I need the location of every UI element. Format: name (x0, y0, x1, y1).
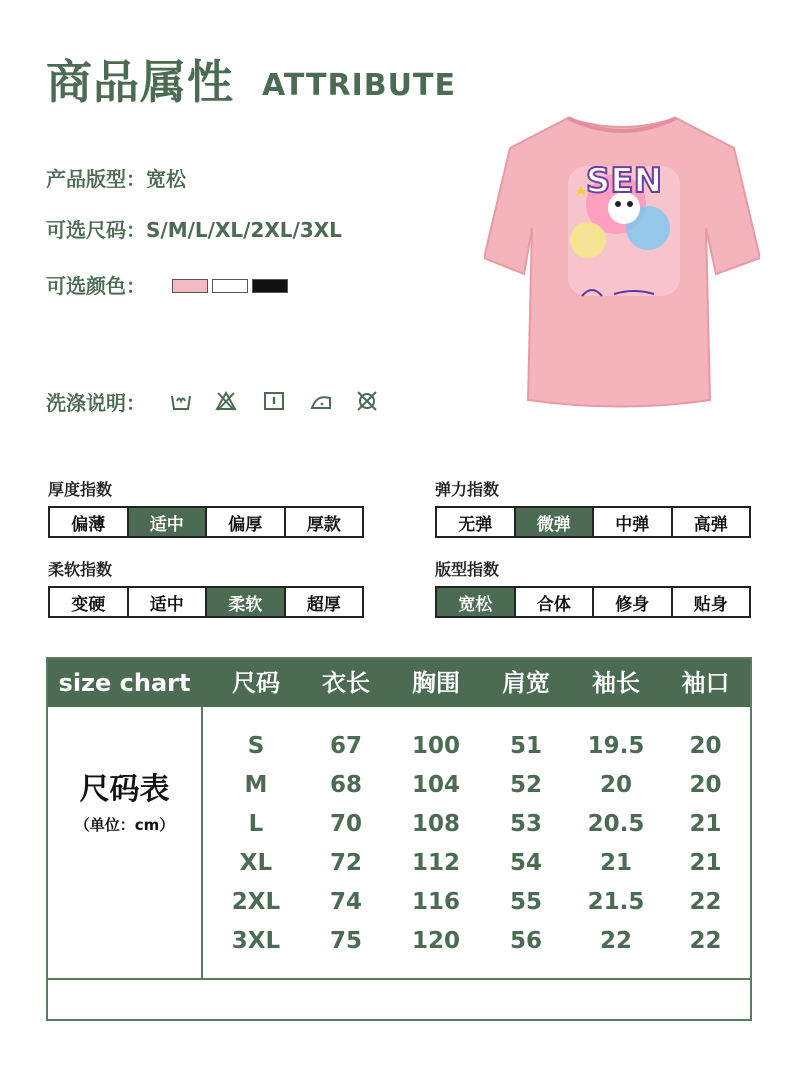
cell-shoulder: 55 (509, 889, 542, 915)
wash-label: 洗涤说明： (46, 391, 146, 415)
cell-sleeve: 21.5 (587, 889, 645, 915)
size-value: S/M/L/XL/2XL/3XL (146, 218, 342, 242)
cell-size: 3XL (231, 928, 281, 954)
softness-option: 适中 (129, 588, 208, 616)
cell-cuff: 20 (689, 733, 722, 759)
elasticity-index-scale (435, 506, 751, 538)
hand-wash-icon (170, 390, 192, 412)
cell-shoulder: 54 (509, 850, 542, 876)
header-size: 尺码 (232, 669, 280, 697)
cell-chest: 112 (411, 850, 460, 876)
fit-value: 宽松 (146, 167, 186, 191)
cell-length: 70 (329, 811, 362, 837)
cell-chest: 116 (411, 889, 460, 915)
elasticity-option: 微弹 (516, 508, 595, 536)
softness-option: 柔软 (207, 588, 286, 616)
size-chart-unit: （单位：cm） (74, 816, 175, 834)
fit-index-label: 版型指数 (435, 560, 500, 579)
page-title-cn: 商品属性 (46, 55, 234, 109)
cell-chest: 120 (411, 928, 460, 954)
shirt-print-text: SEN (585, 161, 663, 201)
fit-option: 贴身 (693, 594, 728, 615)
fit-attribute (46, 165, 186, 193)
cell-cuff: 21 (689, 811, 722, 837)
color-swatch-white[interactable] (212, 279, 248, 293)
cell-shoulder: 53 (509, 811, 542, 837)
cell-sleeve: 20 (599, 772, 632, 798)
iron-icon (310, 390, 332, 412)
table-row (48, 922, 750, 960)
color-swatch-pink[interactable] (172, 279, 208, 293)
thickness-index-scale (48, 506, 364, 538)
color-swatch-black[interactable] (252, 279, 288, 293)
cell-chest: 108 (411, 811, 460, 837)
elasticity-option: 高弹 (693, 514, 728, 535)
elasticity-index-label: 弹力指数 (435, 480, 500, 499)
header-chest: 胸围 (412, 669, 460, 697)
color-label: 可选颜色： (46, 274, 146, 298)
size-label: 可选尺码： (46, 218, 146, 242)
thickness-option: 偏薄 (50, 508, 129, 536)
color-attribute (46, 272, 146, 300)
thickness-index-label: 厚度指数 (48, 480, 113, 499)
elasticity-option: 无弹 (437, 508, 516, 536)
thickness-option: 偏厚 (207, 508, 286, 536)
softness-option: 变硬 (50, 588, 129, 616)
cell-length: 68 (329, 772, 362, 798)
cell-sleeve: 22 (599, 928, 632, 954)
cell-size: L (248, 811, 264, 837)
page-title-en: ATTRIBUTE (262, 68, 456, 103)
cell-size: M (244, 772, 268, 798)
cell-chest: 100 (411, 733, 460, 759)
softness-index-scale (48, 586, 364, 618)
fit-option: 合体 (516, 588, 595, 616)
size-chart-header-title: size chart (58, 669, 191, 697)
size-chart-footer-line (48, 978, 750, 980)
header-length: 衣长 (322, 669, 370, 697)
fit-option: 修身 (594, 588, 673, 616)
cell-length: 75 (329, 928, 362, 954)
cell-size: 2XL (231, 889, 281, 915)
cell-length: 67 (329, 733, 362, 759)
size-attribute (46, 216, 342, 244)
size-chart-title: 尺码表 (79, 772, 170, 807)
header-shoulder: 肩宽 (502, 669, 550, 697)
size-chart-header (48, 659, 750, 707)
table-row (48, 883, 750, 921)
cell-size: XL (239, 850, 273, 876)
cell-length: 74 (329, 889, 362, 915)
do-not-bleach-icon (215, 390, 237, 412)
elasticity-option: 中弹 (594, 508, 673, 536)
cell-shoulder: 56 (509, 928, 542, 954)
table-row (48, 844, 750, 882)
cell-length: 72 (329, 850, 362, 876)
cell-cuff: 22 (689, 889, 722, 915)
cell-chest: 104 (411, 772, 460, 798)
product-tshirt-image (484, 108, 760, 413)
table-row (48, 727, 750, 765)
wash-attribute (46, 389, 146, 417)
header-sleeve: 袖长 (592, 669, 640, 697)
cell-shoulder: 51 (509, 733, 542, 759)
cell-sleeve: 19.5 (587, 733, 645, 759)
softness-option: 超厚 (306, 594, 341, 615)
table-row (48, 805, 750, 843)
cell-cuff: 21 (689, 850, 722, 876)
fit-option: 宽松 (437, 588, 516, 616)
fit-index-scale (435, 586, 751, 618)
size-chart (46, 657, 752, 1021)
cell-cuff: 22 (689, 928, 722, 954)
header-cuff: 袖口 (681, 669, 730, 697)
do-not-dry-clean-icon (356, 390, 378, 412)
thickness-option: 厚款 (306, 514, 341, 535)
thickness-option: 适中 (129, 508, 208, 536)
tumble-dry-icon (263, 390, 285, 412)
cell-shoulder: 52 (509, 772, 542, 798)
cell-sleeve: 20.5 (587, 811, 645, 837)
fit-label: 产品版型： (46, 167, 146, 191)
softness-index-label: 柔软指数 (48, 560, 113, 579)
cell-sleeve: 21 (599, 850, 632, 876)
table-row (48, 766, 750, 804)
cell-cuff: 20 (689, 772, 722, 798)
cell-size: S (247, 733, 265, 759)
